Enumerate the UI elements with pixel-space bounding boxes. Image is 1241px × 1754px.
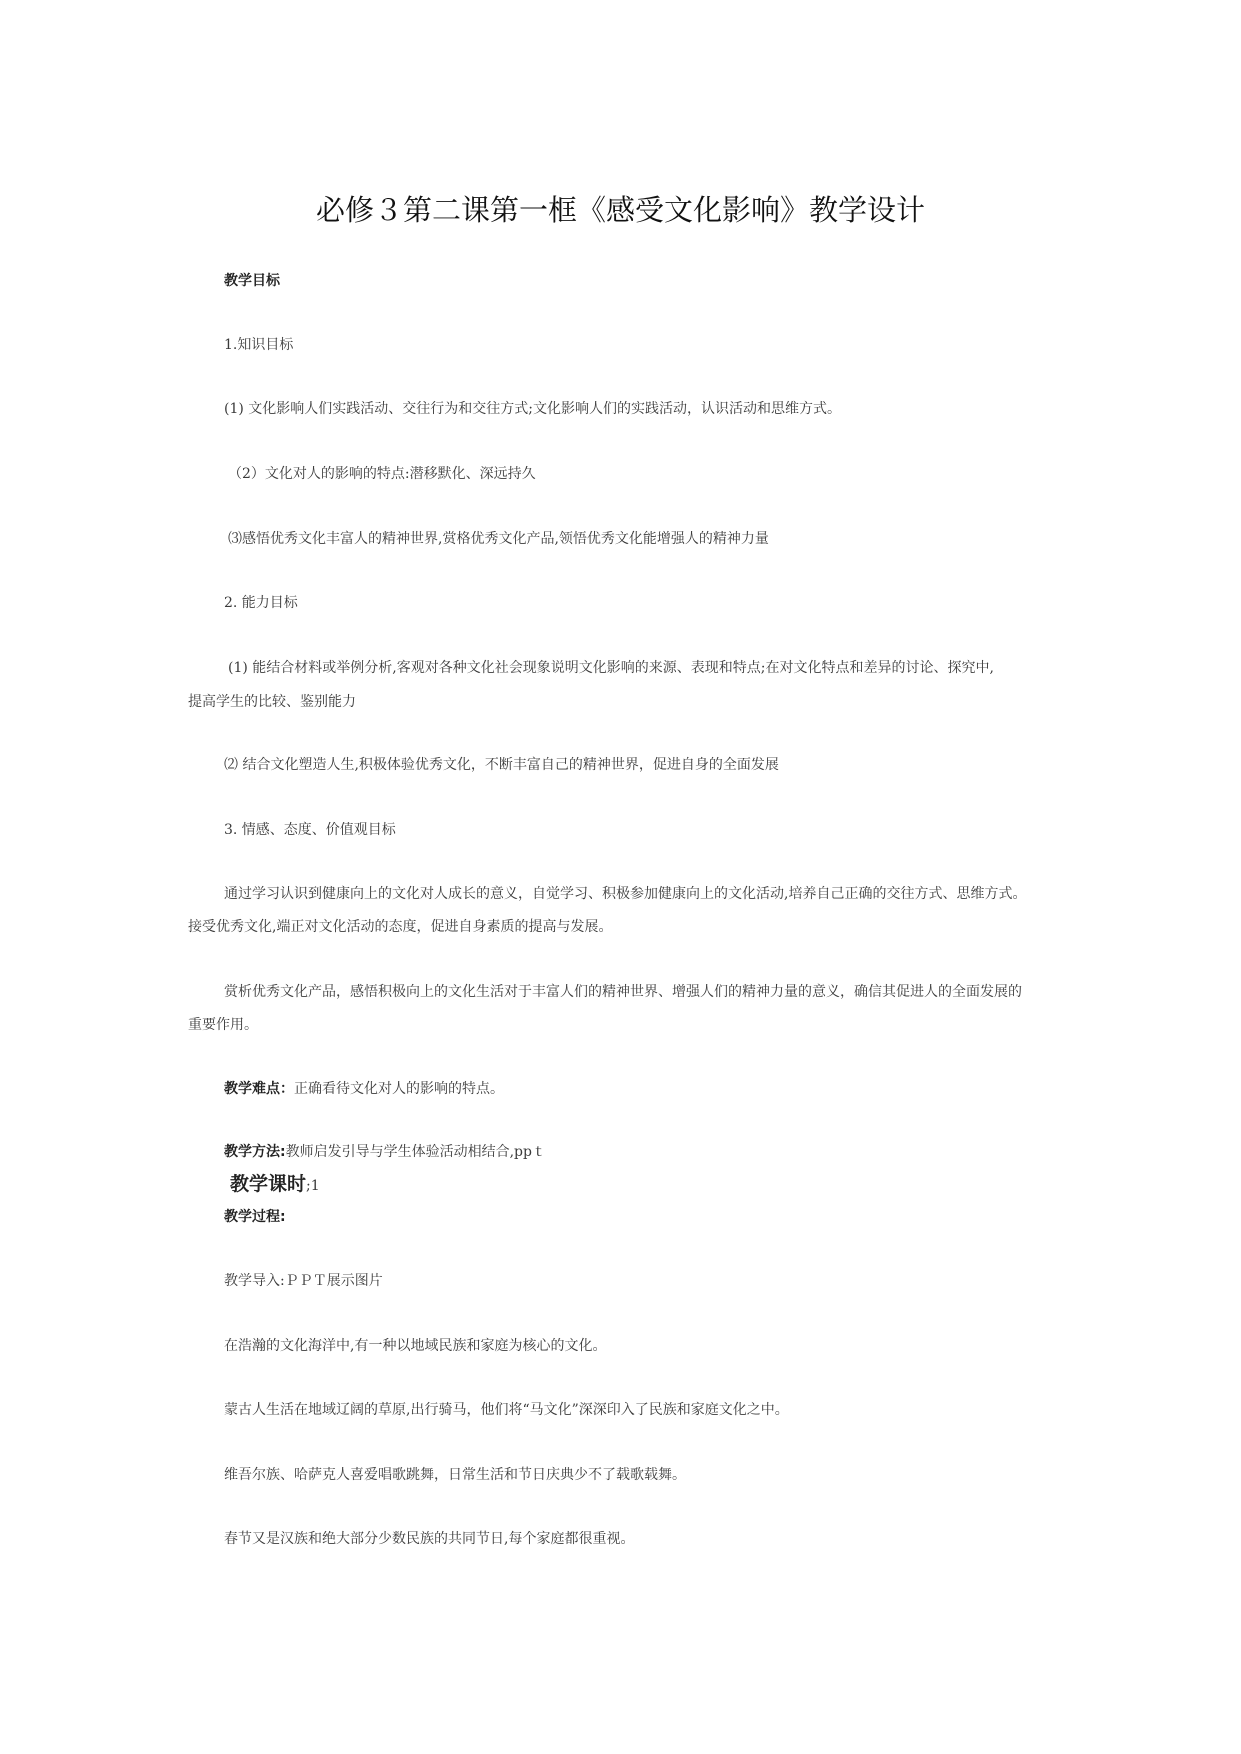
knowledge-goal-heading: 1.知识目标 <box>224 337 294 353</box>
teaching-method-label: 教学方法: <box>224 1144 286 1160</box>
ability-goal-heading: 2. 能力目标 <box>224 595 298 611</box>
teaching-hours-label: 教学课时 <box>230 1173 307 1195</box>
intro-paragraph: 在浩瀚的文化海洋中,有一种以地域民族和家庭为核心的文化。 <box>224 1338 607 1354</box>
ability-goal-item-continued: 提高学生的比较、鉴别能力 <box>188 694 356 710</box>
ability-goal-item: (1) 能结合材料或举例分析,客观对各种文化社会现象说明文化影响的来源、表现和特点;在对文化特点和差异的讨论、探究中, <box>228 660 994 676</box>
teaching-method <box>224 1143 546 1161</box>
teaching-difficulty <box>224 1080 504 1098</box>
teaching-intro: 教学导入:ＰＰＴ展示图片 <box>224 1273 383 1289</box>
knowledge-goal-item: ⑶感悟优秀文化丰富人的精神世界,赏格优秀文化产品,领悟优秀文化能增强人的精神力量 <box>228 531 769 547</box>
emotion-goal-paragraph-continued: 重要作用。 <box>188 1017 258 1033</box>
teaching-hours <box>230 1172 320 1198</box>
emotion-goal-heading: 3. 情感、态度、价值观目标 <box>224 822 396 838</box>
emotion-goal-paragraph: 通过学习认识到健康向上的文化对人成长的意义，自觉学习、积极参加健康向上的文化活动,培养自己正确的交往方式、思维方式。 <box>224 886 1027 902</box>
teaching-difficulty-text: 正确看待文化对人的影响的特点。 <box>294 1081 504 1097</box>
ability-goal-item: ⑵ 结合文化塑造人生,积极体验优秀文化，不断丰富自己的精神世界，促进自身的全面发展 <box>224 757 779 773</box>
emotion-goal-paragraph: 赏析优秀文化产品，感悟积极向上的文化生活对于丰富人们的精神世界、增强人们的精神力量的意义，确信其促进人的全面发展的 <box>224 984 1022 1000</box>
knowledge-goal-item: （2）文化对人的影响的特点:潜移默化、深远持久 <box>228 466 536 482</box>
intro-paragraph: 维吾尔族、哈萨克人喜爱唱歌跳舞，日常生活和节日庆典少不了载歌载舞。 <box>224 1467 686 1483</box>
intro-paragraph: 春节又是汉族和绝大部分少数民族的共同节日,每个家庭都很重视。 <box>224 1531 635 1547</box>
knowledge-goal-item: (1) 文化影响人们实践活动、交往行为和交往方式;文化影响人们的实践活动，认识活动和思维方式。 <box>224 401 841 417</box>
teaching-hours-text: ;1 <box>306 1178 320 1194</box>
goals-heading: 教学目标 <box>224 273 280 289</box>
teaching-process-heading: 教学过程: <box>224 1209 286 1225</box>
emotion-goal-paragraph-continued: 接受优秀文化,端正对文化活动的态度，促进自身素质的提高与发展。 <box>188 919 613 935</box>
document-title: 必修３第二课第一框《感受文化影响》教学设计 <box>315 193 925 227</box>
teaching-difficulty-label: 教学难点： <box>224 1081 294 1097</box>
intro-paragraph: 蒙古人生活在地域辽阔的草原,出行骑马，他们将“马文化”深深印入了民族和家庭文化之中。 <box>224 1402 789 1418</box>
teaching-method-text: 教师启发引导与学生体验活动相结合,ppｔ <box>285 1144 546 1160</box>
